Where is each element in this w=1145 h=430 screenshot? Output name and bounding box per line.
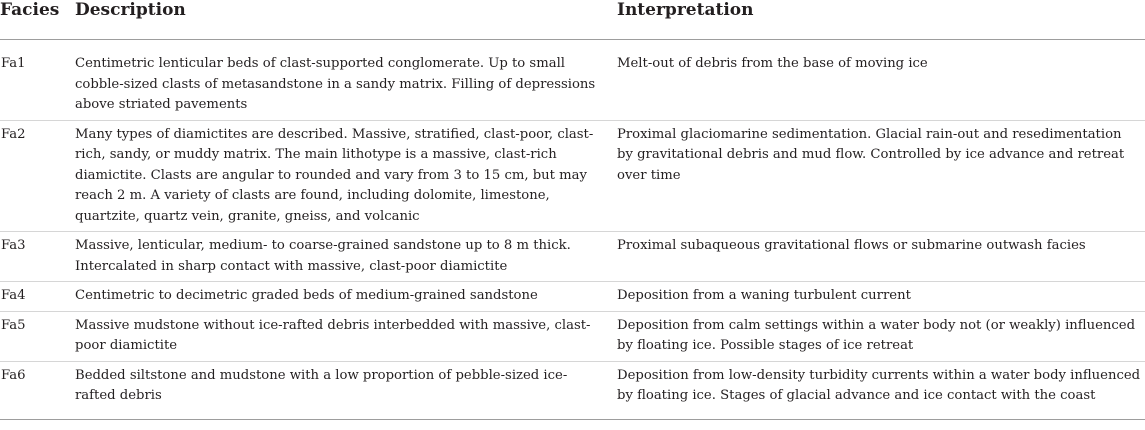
interpretation-cell: Proximal glaciomarine sedimentation. Glacial rain-out and resedimentation by gravitational debris and mud flow. Controlled by ice advance and retreat over time [615,120,1145,232]
description-cell: Bedded siltstone and mudstone with a low proportion of pebble-sized ice-rafted debris [73,361,615,419]
table-row [0,232,1145,282]
description-cell: Massive, lenticular, medium- to coarse-grained sandstone up to 8 m thick. Intercalated in sharp contact with massive, clast-poor diamictite [73,232,615,282]
table-body [0,40,1145,420]
header-description: Description [73,0,615,40]
facies-cell: Fa6 [0,361,73,419]
facies-cell: Fa3 [0,232,73,282]
interpretation-cell: Deposition from low-density turbidity currents within a water body influenced by floating ice. Stages of glacial advance and ice contact with the coast [615,361,1145,419]
table-row [0,311,1145,361]
header-interpretation: Interpretation [615,0,1145,40]
interpretation-cell: Proximal subaqueous gravitational flows or submarine outwash facies [615,232,1145,282]
facies-cell: Fa1 [0,40,73,121]
description-cell: Centimetric lenticular beds of clast-supported conglomerate. Up to small cobble-sized clasts of metasandstone in a sandy matrix. Filling of depressions above striated pavements [73,40,615,121]
table-header [0,0,1145,40]
description-cell: Massive mudstone without ice-rafted debris interbedded with massive, clast-poor diamictite [73,311,615,361]
description-cell: Centimetric to decimetric graded beds of medium-grained sandstone [73,282,615,312]
table-row [0,40,1145,121]
table-row [0,361,1145,419]
description-cell: Many types of diamictites are described. Massive, stratified, clast-poor, clast-rich, sandy, or muddy matrix. The main lithotype is a massive, clast-rich diamictite. Clasts are angular to rounded and vary from 3 to 15 cm, but may reach 2 m. A variety of clasts are found, including dolomite, limestone, quartzite, quartz vein, granite, gneiss, and volcanic [73,120,615,232]
facies-cell: Fa2 [0,120,73,232]
table-row [0,120,1145,232]
header-row [0,0,1145,40]
table-row [0,282,1145,312]
interpretation-cell: Melt-out of debris from the base of moving ice [615,40,1145,121]
facies-cell: Fa5 [0,311,73,361]
interpretation-cell: Deposition from calm settings within a water body not (or weakly) influenced by floating ice. Possible stages of ice retreat [615,311,1145,361]
facies-cell: Fa4 [0,282,73,312]
interpretation-cell: Deposition from a waning turbulent current [615,282,1145,312]
header-facies: Facies [0,0,73,40]
